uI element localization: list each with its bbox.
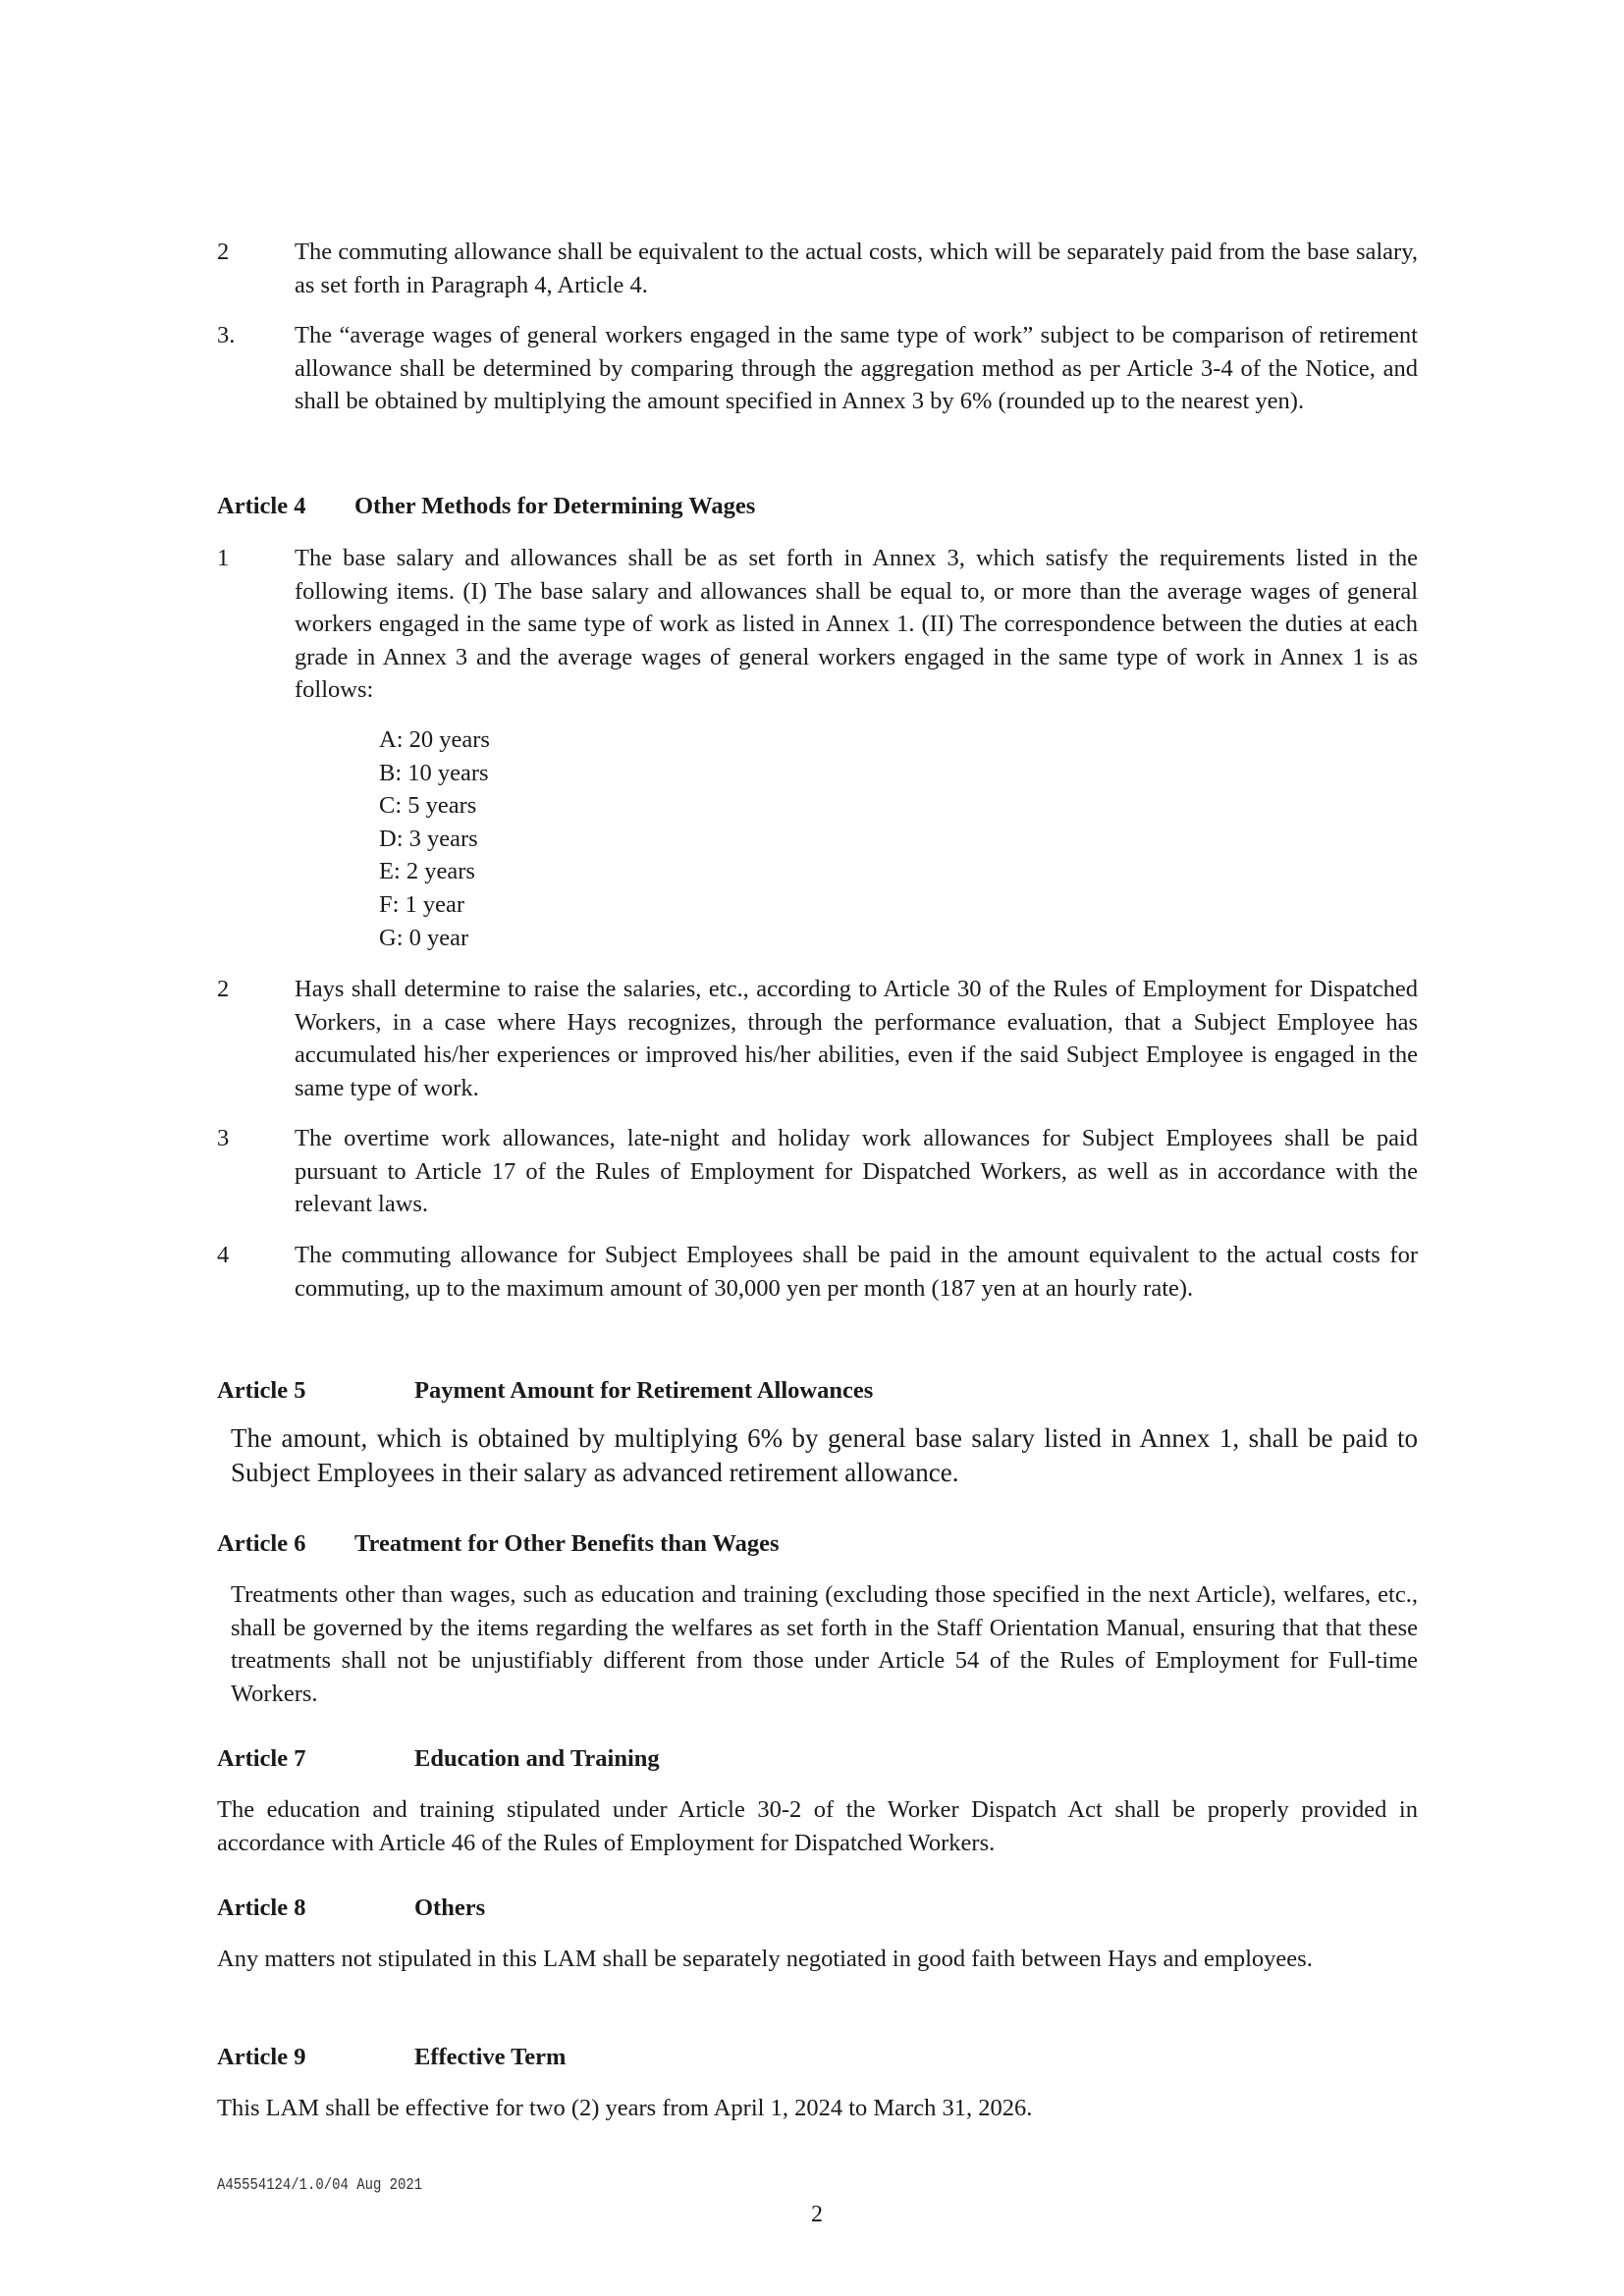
- article-title: Other Methods for Determining Wages: [354, 493, 756, 519]
- paragraph-number: 3: [217, 1125, 230, 1151]
- article4-paragraph-1: [217, 542, 1418, 707]
- paragraph-number: 2: [217, 239, 230, 265]
- article-label: Article 6: [217, 1530, 306, 1557]
- paragraph-text: The “average wages of general workers engaged in the same type of work” subject to be comparison of retirement allowance shall be determined by comparing through the aggregation method as per Article 3-4 of the Notice, and shall be obtained by multiplying the amount specified in Annex 3 by 6% (rounded up to the nearest yen).: [295, 322, 1418, 414]
- grade-item-a: A: 20 years: [379, 726, 490, 753]
- grade-item-e: E: 2 years: [379, 858, 475, 885]
- article4-heading: [217, 490, 755, 523]
- article5-text: The amount, which is obtained by multiplying 6% by general base salary listed in Annex 1, shall be paid to Subject Employees in their salary as advanced retirement allowance.: [231, 1423, 1418, 1487]
- paragraph-text: Hays shall determine to raise the salaries, etc., according to Article 30 of the Rules of Employment for Dispatched Workers, in a case where Hays recognizes, through the performance evaluation, that a Subject Employee has accumulated his/her experiences or improved his/her abilities, even if the said Subject Employee is engaged in the same type of work.: [295, 976, 1418, 1101]
- grade-item-g: G: 0 year: [379, 924, 469, 951]
- article-label: Article 5: [217, 1377, 306, 1404]
- article7-text: The education and training stipulated under Article 30-2 of the Worker Dispatch Act shall be properly provided in accordance with Article 46 of the Rules of Employment for Dispatched Workers.: [217, 1796, 1418, 1856]
- paragraph-text: The commuting allowance for Subject Employees shall be paid in the amount equivalent to the actual costs for commuting, up to the maximum amount of 30,000 yen per month (187 yen at an hourly rate).: [295, 1242, 1418, 1302]
- paragraph-text: The overtime work allowances, late-night and holiday work allowances for Subject Employees shall be paid pursuant to Article 17 of the Rules of Employment for Dispatched Workers, as well as in accordance with the relevant laws.: [295, 1125, 1418, 1217]
- grade-years-list: [379, 723, 490, 954]
- grade-item-b: B: 10 years: [379, 759, 489, 786]
- article9-text: This LAM shall be effective for two (2) years from April 1, 2024 to March 31, 2026.: [217, 2095, 1033, 2121]
- article5-heading: [217, 1374, 873, 1408]
- article-label: Article 4: [217, 493, 306, 519]
- paragraph-text: The base salary and allowances shall be as set forth in Annex 3, which satisfy the requirements listed in the following items. (I) The base salary and allowances shall be equal to, or more than the average wages of general workers engaged in the same type of work as listed in Annex 1. (II) The correspondence between the duties at each grade in Annex 3 and the average wages of general workers engaged in the same type of work in Annex 1 is as follows:: [295, 545, 1418, 703]
- article3-paragraph-3: [217, 319, 1418, 418]
- paragraph-number: 1: [217, 545, 230, 571]
- article3-paragraph-2: [217, 236, 1418, 301]
- grade-item-d: D: 3 years: [379, 825, 478, 852]
- article-label: Article 9: [217, 2044, 306, 2070]
- document-reference: A45554124/1.0/04 Aug 2021: [217, 2176, 423, 2195]
- article-label: Article 8: [217, 1895, 306, 1921]
- article4-paragraph-3: [217, 1122, 1418, 1221]
- article-title: Treatment for Other Benefits than Wages: [354, 1530, 780, 1557]
- article9-heading: [217, 2041, 566, 2074]
- article-title: Payment Amount for Retirement Allowances: [414, 1377, 874, 1404]
- article6-heading: [217, 1527, 780, 1561]
- article6-text: Treatments other than wages, such as education and training (excluding those specified in the next Article), welfares, etc., shall be governed by the items regarding the welfares as set forth in the Staff Orientation Manual, ensuring that that these treatments shall not be unjustifiably different from those under Article 54 of the Rules of Employment for Full-time Workers.: [231, 1581, 1418, 1707]
- article7-heading: [217, 1742, 660, 1776]
- paragraph-number: 2: [217, 976, 230, 1002]
- article8-heading: [217, 1892, 485, 1925]
- article-label: Article 7: [217, 1745, 306, 1772]
- article-title: Others: [414, 1895, 486, 1921]
- article-title: Education and Training: [414, 1745, 660, 1772]
- article4-paragraph-2: [217, 973, 1418, 1104]
- grade-item-f: F: 1 year: [379, 890, 465, 918]
- article-title: Effective Term: [414, 2044, 567, 2070]
- paragraph-text: The commuting allowance shall be equivalent to the actual costs, which will be separately paid from the base salary, as set forth in Paragraph 4, Article 4.: [295, 239, 1418, 298]
- page-number: 2: [811, 2202, 823, 2227]
- paragraph-number: 3.: [217, 322, 236, 348]
- paragraph-number: 4: [217, 1242, 230, 1268]
- grade-item-c: C: 5 years: [379, 792, 477, 820]
- article8-text: Any matters not stipulated in this LAM shall be separately negotiated in good faith between Hays and employees.: [217, 1946, 1313, 1972]
- article4-paragraph-4: [217, 1239, 1418, 1305]
